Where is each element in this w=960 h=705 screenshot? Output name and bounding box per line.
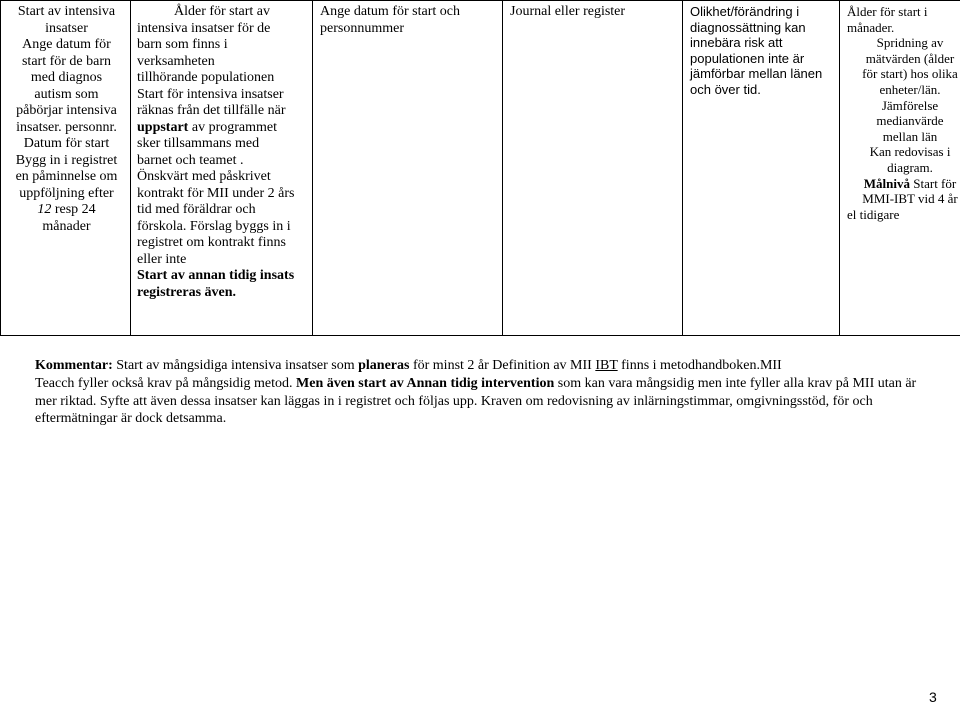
criteria-table: [0, 0, 960, 336]
col1-line: med diagnos: [30, 70, 103, 85]
comment-text: för minst 2 år Definition av MII: [409, 358, 596, 373]
col6-line: mätvärden (ålder: [865, 50, 955, 66]
col1-line: insatser: [45, 20, 88, 36]
page-number: 3: [929, 689, 937, 705]
cell-data-entry: [313, 1, 503, 336]
col1-line-followup: [8, 202, 125, 219]
comment-text: Teacch fyller också krav på mångsidig metod.: [35, 375, 297, 391]
col6-line: medianvärde: [876, 113, 944, 129]
col6-line: för start) hos olika: [862, 66, 958, 82]
col2-line: förskola. Förslag byggs in i: [137, 218, 291, 234]
bold-uppstart: uppstart: [137, 119, 189, 135]
comment-text: finns i metodhandboken.MII: [617, 358, 782, 373]
col2-line: tid med föräldrar och: [137, 202, 256, 217]
comment-text: som kan vara mångsidig men inte fyller alla krav på MII utan är mer riktad. Syfte att även dessa insatser kan läggas in i registret och följas upp. Kraven om redovisning av inlärningstimmar, omgivningsstöd, för och eftermätningar är dock detsamma.: [35, 375, 917, 427]
col5-line: populationen inte är: [690, 50, 805, 66]
col1-line-rest: resp 24: [54, 202, 96, 217]
cell-reporting: [840, 1, 960, 336]
col5-line: diagnossättning kan: [690, 19, 806, 35]
col5-line: innebära risk att: [690, 35, 783, 51]
col2-line: verksamheten: [137, 53, 215, 69]
col3-line: Ange datum för start och: [320, 4, 460, 19]
col2-line: intensiva insatser för de: [137, 20, 271, 36]
col1-line: autism som: [34, 86, 99, 102]
col2-line: räknas från det tillfälle när: [137, 103, 286, 118]
comment-label: Kommentar:: [35, 358, 113, 373]
comment-text: Start av mångsidiga intensiva insatser som: [112, 358, 359, 373]
col1-line: månader: [42, 218, 91, 234]
col6-line-rest: Start för: [913, 175, 957, 191]
col2-line: [137, 120, 307, 137]
col2-line: tillhörande populationen: [137, 70, 275, 85]
col1-line: start för de barn: [21, 53, 112, 69]
cell-source: [503, 1, 683, 336]
col2-line-rest: av programmet: [191, 119, 277, 135]
col2-line: eller inte: [137, 251, 187, 267]
col6-line: Ålder för start i: [847, 4, 928, 19]
col1-line: påbörjar intensiva: [16, 103, 117, 118]
col5-line: Olikhet/förändring i: [690, 4, 800, 19]
col6-line: el tidigare: [847, 206, 900, 222]
col3-line: personnummer: [320, 20, 404, 36]
col1-line: Bygg in i registret: [15, 152, 118, 168]
table-row: [1, 1, 960, 336]
col6-line: månader.: [847, 19, 895, 35]
col6-line: mellan län: [882, 128, 938, 144]
cell-definition: [131, 1, 313, 336]
comment-paragraph: [35, 357, 935, 428]
comment-bold: Men även start av Annan tidig intervention: [296, 375, 555, 391]
col2-line: Ålder för start av: [173, 4, 271, 19]
col2-line: Start för intensiva insatser: [137, 86, 284, 102]
col1-line: en påminnelse om: [15, 169, 118, 184]
col2-line: kontrakt för MII under 2 års: [137, 185, 295, 201]
col2-bold-line: Start av annan tidig insats: [137, 268, 295, 283]
col2-line: barn som finns i: [137, 37, 228, 52]
col1-line: Start av intensiva: [17, 4, 116, 19]
comment-underline: IBT: [595, 358, 618, 373]
col6-line: Kan redovisas i: [869, 144, 951, 160]
col1-line: Ange datum för: [22, 37, 111, 52]
col2-line: registret om kontrakt finns: [137, 235, 286, 250]
col6-line: enheter/län.: [879, 81, 941, 97]
col2-bold-line: registreras även.: [137, 284, 237, 300]
col1-line: Datum för start: [23, 136, 110, 151]
col6-line: [847, 176, 960, 192]
col6-line: Spridning av: [876, 35, 944, 51]
cell-risk: [683, 1, 840, 336]
cell-measure: [1, 1, 131, 336]
italic-number: 12: [37, 202, 52, 217]
comment-bold: planeras: [358, 358, 410, 373]
col6-line: Jämförelse: [881, 97, 939, 113]
col2-line: barnet och teamet .: [137, 152, 244, 168]
col5-line: jämförbar mellan länen: [690, 66, 823, 82]
col6-line: MMI-IBT vid 4 år: [862, 191, 958, 207]
col1-line: uppföljning efter: [19, 185, 114, 201]
col5-line: och över tid.: [690, 81, 761, 97]
col4-text: Journal eller register: [510, 4, 626, 19]
col1-line: insatser. personnr.: [16, 119, 117, 135]
col2-line: sker tillsammans med: [137, 136, 260, 151]
bold-malniva: Målnivå: [863, 175, 910, 191]
col6-line: diagram.: [887, 159, 933, 175]
col2-line: Önskvärt med påskrivet: [137, 169, 271, 184]
